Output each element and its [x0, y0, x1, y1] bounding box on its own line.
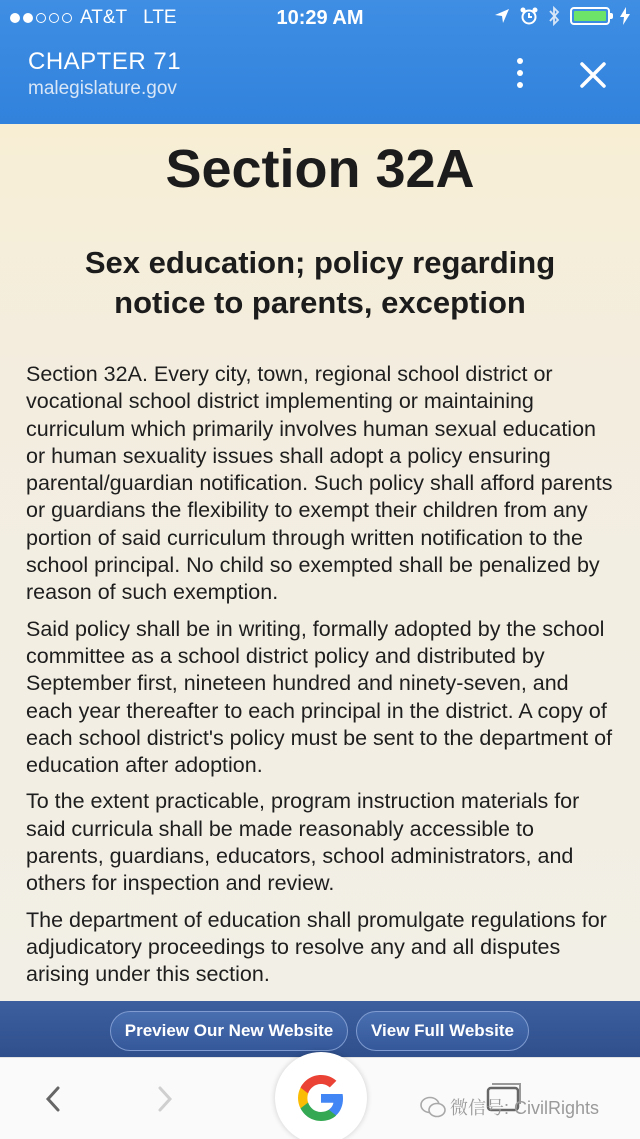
page-url: malegislature.gov — [28, 78, 177, 99]
battery-icon — [570, 7, 610, 25]
carrier-label: AT&T — [80, 7, 128, 28]
view-full-website-button[interactable]: View Full Website — [356, 1011, 529, 1051]
google-logo-icon — [293, 1070, 349, 1126]
website-banner — [0, 1001, 640, 1057]
section-subheading: Sex education; policy regarding notice to parents, exception — [84, 245, 556, 320]
status-bar — [0, 0, 640, 36]
paragraph: The department of education shall promulgate regulations for adjudicatory proceedings to resolve any and all disputes arising under this section. — [26, 907, 607, 987]
bluetooth-icon — [548, 6, 560, 26]
section-heading: Section 32A — [165, 139, 475, 199]
paragraph: Section 32A. Every city, town, regional school district or vocational school district implementing or maintaining curriculum which primarily involves human sexual education or human sexuality issues shall adopt a policy ensuring parental/guardian notification. Such policy shall afford parents or guardians the flexibility to exempt their children from any portion of said curriculum through written notification to the school principal. No child so exempted shall be penalized by reason of such exemption. — [26, 362, 613, 605]
chevron-right-icon — [150, 1082, 180, 1116]
charging-icon — [620, 7, 630, 25]
close-icon — [574, 56, 612, 94]
paragraph: Said policy shall be in writing, formally adopted by the school committee as a school district policy and distributed by September first, nineteen hundred and ninety-seven, and each year thereafter to each principal in the district. A copy of each school district's policy must be sent to the department of education after adoption. — [26, 616, 613, 778]
page-title: CHAPTER 71 — [28, 48, 182, 75]
wechat-logo-icon — [420, 1096, 446, 1118]
google-search-button[interactable] — [275, 1052, 367, 1139]
close-button[interactable] — [574, 56, 612, 94]
bottom-navigation — [0, 1057, 640, 1139]
article — [0, 124, 640, 1001]
paragraph: To the extent practicable, program instruction materials for said curricula shall be made reasonably accessible to parents, guardians, educators, school administrators, and others for inspection and review. — [26, 789, 580, 896]
location-arrow-icon — [494, 8, 510, 24]
wechat-watermark — [420, 1094, 599, 1120]
watermark-text: 微信号: CivilRights — [450, 1098, 600, 1118]
back-button[interactable] — [38, 1082, 68, 1116]
chevron-left-icon — [38, 1082, 68, 1116]
preview-new-website-button[interactable]: Preview Our New Website — [110, 1011, 348, 1051]
app-header — [0, 0, 640, 124]
network-label: LTE — [143, 7, 177, 28]
clock: 10:29 AM — [276, 7, 364, 29]
alarm-icon — [520, 7, 538, 25]
forward-button[interactable] — [150, 1082, 180, 1116]
more-options-button[interactable] — [506, 58, 534, 94]
